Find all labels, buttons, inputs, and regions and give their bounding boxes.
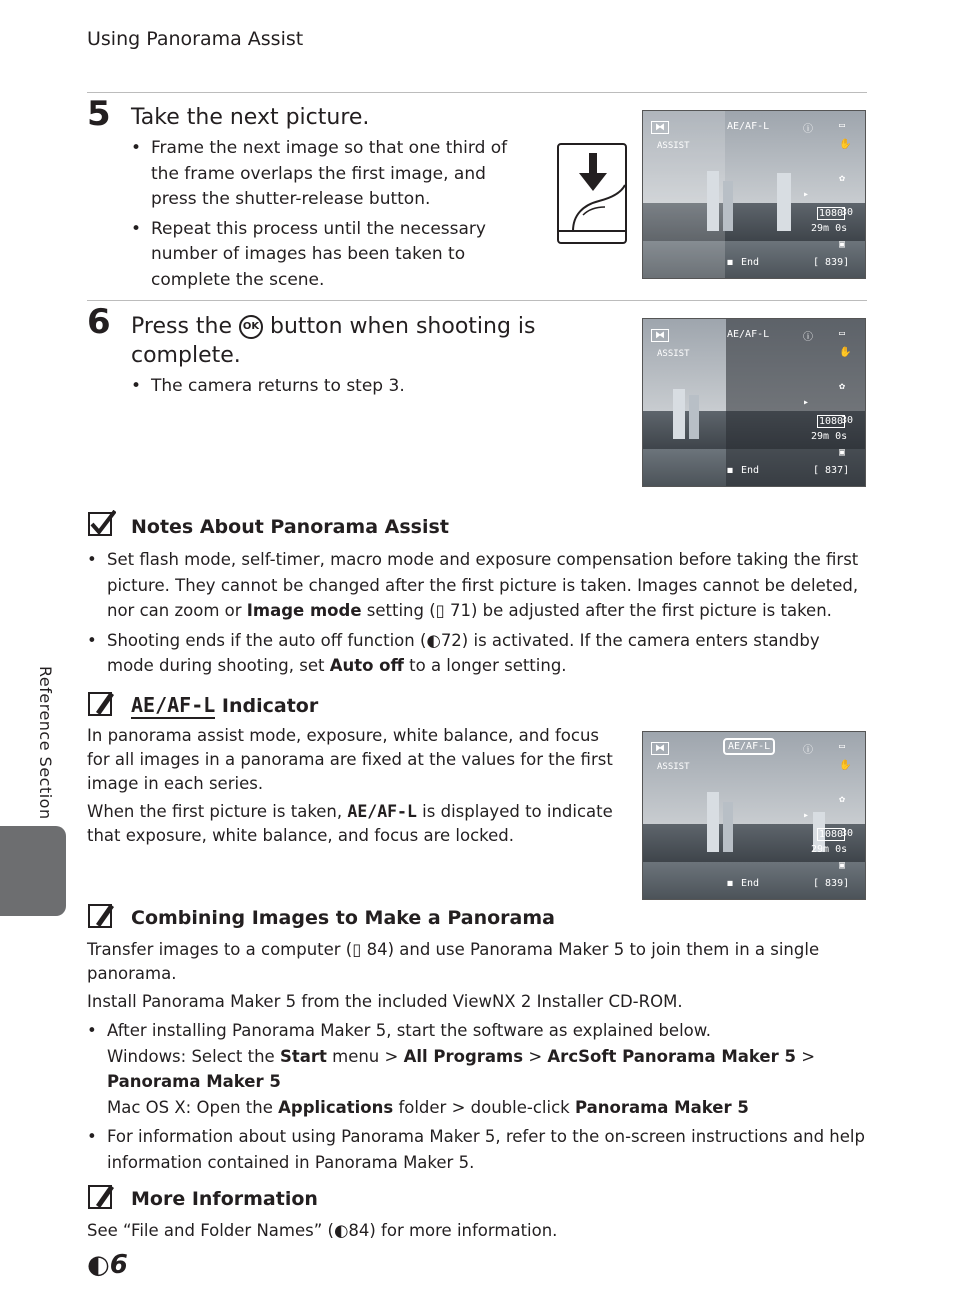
section-title: Notes About Panorama Assist [131,516,449,538]
ae-af-lock-label: AE/AF-L [723,738,775,755]
end-label: End [741,878,760,889]
movie-time-label: 29m 0s [811,431,848,442]
list-item: • Set flash mode, self-timer, macro mode and exposure compensation before taking the first picture. They cannot be changed after the first picture is taken. Images cannot be deleted, nor can zoom or Image mode setting (▯ 71) be adjusted after the first picture is taken. [87,547,867,624]
combining-paragraph: Transfer images to a computer (▯ 84) and use Panorama Maker 5 to join them in a single panorama. [87,940,820,983]
panorama-icon: ⧓ [651,121,669,134]
list-item: • Shooting ends if the auto off function (◐72) is activated. If the camera enters standby mode during shooting, set Auto off to a longer setting. [87,628,867,679]
image-size-icon: ▣ [839,447,846,458]
reference-icon: ◐ [333,1221,349,1240]
vr-icon: ✋ [839,760,852,771]
mode-label: ASSIST [657,141,690,151]
list-item: • Repeat this process until the necessary number of images has been taken to complete the scene. [131,217,531,294]
page-number: ◐6 [87,1250,128,1280]
movie-size-label: 1080 [819,829,844,840]
movie-time-label: 29m 0s [811,223,848,234]
book-icon: ▯ [352,940,362,959]
pencil-note-icon [88,1183,116,1211]
step-title: Take the next picture. [131,105,370,130]
section-tab [0,826,66,916]
macro-icon: ✿ [839,173,846,184]
reference-icon: ◐ [426,630,441,650]
fps-label: 30 [841,828,854,839]
arrow-right-icon: ▸ [803,810,810,821]
divider [87,92,867,93]
checkmark-note-icon [88,510,116,538]
indicator-paragraph: In panorama assist mode, exposure, white balance, and focus for all images in a panorama are fixed at the values for the first image in each series. [87,726,613,793]
fps-label: 30 [841,415,854,426]
fps-label: 30 [841,207,854,218]
section-title: Combining Images to Make a Panorama [131,907,555,929]
combining-bullets [87,1018,867,1179]
section-title: More Information [131,1188,318,1210]
end-label: End [741,257,760,268]
combining-paragraph: Install Panorama Maker 5 from the included ViewNX 2 Installer CD-ROM. [87,992,683,1011]
macro-icon: ✿ [839,381,846,392]
arrow-right-icon: ▸ [803,189,810,200]
mode-label: ASSIST [657,762,690,772]
battery-icon: ▭ [839,120,846,131]
step6-bullets [131,374,531,404]
battery-icon: ▭ [839,328,846,339]
ok-icon: ◼ [727,257,734,268]
panorama-icon: ⧓ [651,742,669,755]
flash-icon: ⓘ [803,124,813,135]
pencil-note-icon [88,902,116,930]
battery-icon: ▭ [839,741,846,752]
shutter-press-icon [557,143,627,244]
exposures-remaining: [ 839] [813,878,850,889]
camera-screen [642,110,866,279]
pencil-note-icon [88,690,116,718]
panorama-icon: ⧓ [651,329,669,342]
section-side-label: Reference Section [36,666,55,820]
step-title: Press the OK button when shooting is complete. [131,314,536,368]
book-icon: ▯ [435,601,445,620]
flash-icon: ⓘ [803,745,813,756]
step5-bullets [131,136,531,297]
end-label: End [741,465,760,476]
exposures-remaining: [ 837] [813,465,850,476]
image-size-icon: ▣ [839,239,846,250]
step-number: 5 [87,94,111,134]
macro-icon: ✿ [839,794,846,805]
indicator-paragraph: When the first picture is taken, AE/AF-L is displayed to indicate that exposure, white balance, and focus are locked. [87,802,613,845]
ok-button-icon: OK [239,315,263,339]
image-size-icon: ▣ [839,860,846,871]
list-item: • After installing Panorama Maker 5, start the software as explained below. Windows: Select the Start menu > All Programs > ArcSoft Panorama Maker 5 > Panorama Maker 5 Mac OS X: Open the Applications folder > double-click Panorama Maker 5 [87,1018,867,1120]
ae-af-lock-label: AE/AF-L [727,329,770,340]
list-item: • Frame the next image so that one third of the frame overlaps the first image, and press the shutter-release button. [131,136,531,213]
step-number: 6 [87,302,111,342]
exposures-remaining: [ 839] [813,257,850,268]
ae-af-lock-label: AE/AF-L [727,121,770,132]
ok-icon: ◼ [727,878,734,889]
vr-icon: ✋ [839,139,852,150]
camera-screen [642,318,866,487]
list-item: • The camera returns to step 3. [131,374,531,400]
movie-time-label: 29m 0s [811,844,848,855]
section-title: AE/AF-L Indicator [131,693,319,717]
arrow-right-icon: ▸ [803,397,810,408]
movie-size-label: 1080 [819,416,844,427]
reference-icon: ◐ [87,1250,110,1280]
divider [87,300,867,301]
movie-size-label: 1080 [819,208,844,219]
page-header: Using Panorama Assist [87,28,304,50]
list-item: • For information about using Panorama Maker 5, refer to the on-screen instructions and help information contained in Panorama Maker 5. [87,1124,867,1175]
notes-bullets [87,547,867,683]
more-paragraph: See “File and Folder Names” (◐84) for more information. [87,1221,558,1240]
vr-icon: ✋ [839,347,852,358]
flash-icon: ⓘ [803,332,813,343]
mode-label: ASSIST [657,349,690,359]
camera-screen [642,731,866,900]
ok-icon: ◼ [727,465,734,476]
